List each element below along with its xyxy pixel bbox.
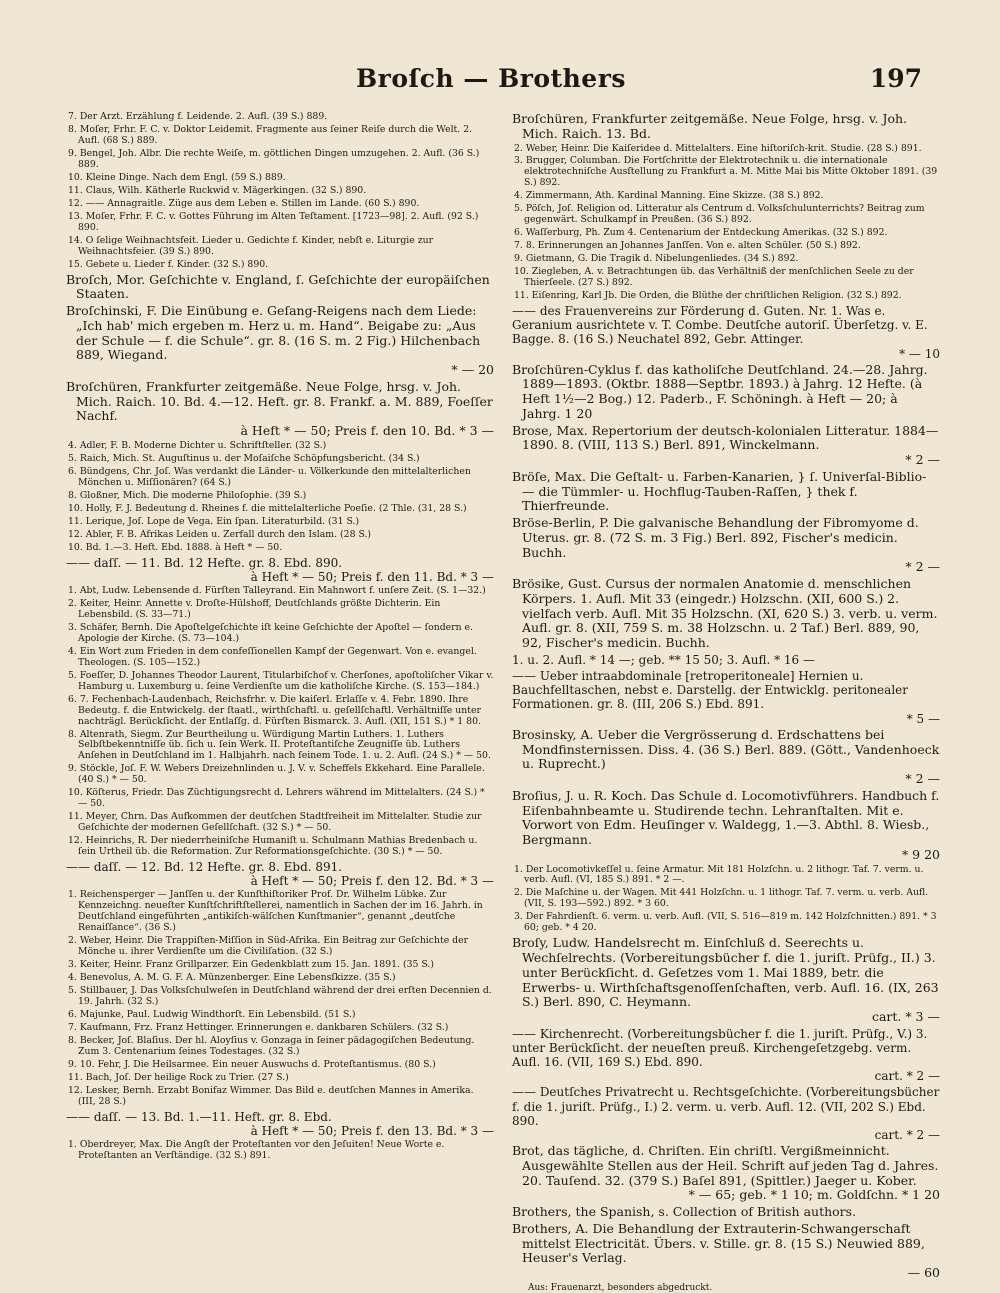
entry-text: 11. Eiſenring, Karl Jb. Die Orden, die Blüthe der chriſtlichen Religion. (32 S.) 892. bbox=[514, 290, 902, 302]
catalog-entry bbox=[512, 424, 940, 468]
catalog-entry bbox=[66, 1010, 494, 1021]
catalog-entry bbox=[512, 653, 940, 667]
entry-text: 2. Weber, Heinr. Die Trappiſten-Miſſion in Süd-Afrika. Ein Beitrag zur Geſchichte der Mönche u. ihrer Verdienſte um die Civiliſation. (32 S.) bbox=[68, 935, 469, 958]
entry-text: Brothers, A. Die Behandlung der Extrauterin-Schwangerschaft mittelst Electricität. Übers. v. Stille. gr. 8. (15 S.) Neuwied 889, Heuser's Verlag. bbox=[512, 1220, 925, 1266]
catalog-entry bbox=[512, 1222, 940, 1281]
catalog-entry bbox=[66, 236, 494, 258]
entry-text: Bröse-Berlin, P. Die galvanische Behandlung der Fibromyome d. Uterus. gr. 8. (72 S. m. 3 Fig.) Berl. 892, Fischer's medicin. Buchh. bbox=[512, 515, 919, 560]
entry-text: 9. Stöckle, Joſ. F. W. Webers Dreizehnlinden u. J. V. v. Scheffels Ekkehard. Eine Parallele. (40 S.) * — 50. bbox=[68, 763, 485, 786]
entry-price: * — 65; geb. * 1 10; m. Goldſchn. * 1 20 bbox=[688, 1187, 940, 1203]
catalog-entry bbox=[66, 890, 494, 934]
entry-text: Broſius, J. u. R. Koch. Das Schule d. Locomotivführers. Handbuch f. Eiſenbahnbeamte u. Studirende techn. Lehranſtalten. Mit e. Vorwort von Edm. Heuſinger v. Waldegg, 1.—3. Abthl. 8. Wiesb., Bergmann. bbox=[512, 787, 940, 847]
entry-text: 15. Gebete u. Lieder f. Kinder. (32 S.) 890. bbox=[68, 258, 269, 270]
catalog-entry bbox=[512, 865, 940, 887]
catalog-entry bbox=[66, 212, 494, 234]
entry-text: 2. Keiter, Heinr. Annette v. Droſte-Hülshoff, Deutſchlands größte Dichterin. Ein Lebensbild. (S. 33—71.) bbox=[68, 597, 441, 620]
entry-text: —— Kirchenrecht. (Vorbereitungsbücher f. die 1. juriſt. Prüfg., V.) 3. unter Berückſicht. der neueſten preuß. Kirchengeſetzgebg. verm. Aufl. 16. (VII, 169 S.) Ebd. 890. bbox=[512, 1026, 928, 1070]
entry-text: —— Deutſches Privatrecht u. Rechtsgeſchichte. (Vorbereitungsbücher f. die 1. juriſt. Prüfg., I.) 2. verm. u. verb. Aufl. 12. (VII, 202 S.) Ebd. 890. bbox=[512, 1085, 940, 1128]
catalog-entry bbox=[512, 291, 940, 302]
entry-price: — 60 bbox=[907, 1265, 940, 1281]
entry-price: * 2 — bbox=[905, 452, 940, 468]
entry-text: 10. Köſterus, Friedr. Das Züchtigungsrecht d. Lehrers während im Mittelalters. (24 S.) * — 50. bbox=[68, 787, 485, 810]
catalog-entry bbox=[66, 173, 494, 184]
catalog-entry bbox=[66, 454, 494, 465]
entry-text: 11. Claus, Wilh. Kätherle Ruckwid v. Mägerkingen. (32 S.) 890. bbox=[68, 184, 367, 196]
entry-text: 7. Der Arzt. Erzählung f. Leidende. 2. Aufl. (39 S.) 889. bbox=[68, 111, 328, 122]
catalog-entry bbox=[512, 228, 940, 239]
entry-text: Brot, das tägliche, d. Chriſten. Ein chriſtl. Vergißmeinnicht. Ausgewählte Stellen aus der Heil. Schrift auf jeden Tag d. Jahres. 20. Tauſend. 32. (379 S.) Baſel 891, (Spittler.) Jaeger u. Kober. bbox=[512, 1143, 939, 1188]
catalog-entry bbox=[66, 1036, 494, 1058]
entry-text: 6. Bündgens, Chr. Joſ. Was verdankt die Länder- u. Völkerkunde den mittelalterlichen Mönchen u. Miſſionären? (64 S.) bbox=[68, 465, 471, 488]
catalog-entry bbox=[66, 671, 494, 693]
entry-text: 1. Der Locomotivkeſſel u. ſeine Armatur. Mit 181 Holzſchn. u. 2 lithogr. Taf. 7. verm. u. verb. Aufl. (VI, 185 S.) 891. * 2 —. bbox=[514, 863, 924, 886]
entry-text: Broſchüren-Cyklus f. das katholiſche Deutſchland. 24.—28. Jahrg. 1889—1893. (Oktbr. 1888—Septbr. 1893.) à Jahrg. 12 Hefte. (à Heft 1½—2 Bog.) 12. Paderb., F. Schöningh. à Heft — 20; à Jahrg. 1 20 bbox=[512, 361, 928, 421]
entry-price: cart. * 2 — bbox=[874, 1069, 940, 1084]
entry-text: Broſchinski, F. Die Einübung e. Geſang-Reigens nach dem Liede: „Ich hab' mich ergeben m. Herz u. m. Hand“. Beigabe zu: „Aus der Schule — f. die Schule“. gr. 8. (16 S. m. 2 Fig.) Hilchenbach 889, Wiegand. bbox=[66, 303, 481, 363]
catalog-entry bbox=[66, 543, 494, 554]
catalog-entry bbox=[512, 1283, 940, 1293]
catalog-entry bbox=[512, 156, 940, 189]
catalog-entry bbox=[512, 669, 940, 726]
catalog-entry bbox=[66, 504, 494, 515]
entry-text: 6. Waſſerburg, Ph. Zum 4. Centenarium der Entdeckung Amerikas. (32 S.) 892. bbox=[514, 227, 888, 239]
entry-text: 6. Majunke, Paul. Ludwig Windthorſt. Ein Lebensbild. (51 S.) bbox=[68, 1009, 356, 1021]
catalog-entry bbox=[66, 1073, 494, 1084]
catalog-entry bbox=[512, 936, 940, 1025]
entry-text: 12. Lesker, Bernh. Erzabt Bonifaz Wimmer. Das Bild e. deutſchen Mannes in Amerika. (III, 28 S.) bbox=[68, 1084, 474, 1107]
catalog-entry bbox=[66, 936, 494, 958]
entry-price: * — 20 bbox=[451, 362, 494, 378]
entry-text: 14. O ſelige Weihnachtsfeit. Lieder u. Gedichte f. Kinder, nebſt e. Liturgie zur Weihnachtsfeier. (39 S.) 890. bbox=[68, 234, 434, 257]
entry-text: —— Ueber intraabdominale [retroperitoneale] Hernien u. Bauchfelltaschen, nebst e. Darstellg. der Entwicklg. peritonealer Formationen. gr. 8. (III, 206 S.) Ebd. 891. bbox=[512, 669, 908, 712]
catalog-entry bbox=[66, 599, 494, 621]
entry-price: * 5 — bbox=[906, 711, 940, 726]
entry-text: 8. Gloßner, Mich. Die moderne Philoſophie. (39 S.) bbox=[68, 489, 307, 501]
catalog-entry bbox=[512, 1205, 940, 1220]
entry-text: 3. Keiter, Heinr. Franz Grillparzer. Ein Gedenkblatt zum 15. Jan. 1891. (35 S.) bbox=[68, 959, 434, 971]
entry-text: 12. Abler, F. B. Afrikas Leiden u. Zerfall durch den Islam. (28 S.) bbox=[68, 528, 372, 540]
entry-price: à Heft * — 50; Preis f. den 12. Bd. * 3 — bbox=[250, 874, 494, 889]
catalog-entry bbox=[66, 860, 494, 888]
catalog-entry bbox=[66, 273, 494, 303]
entry-text: Broſy, Ludw. Handelsrecht m. Einſchluß d. Seerechts u. Wechſelrechts. (Vorbereitungsbücher f. die 1. juriſt. Prüfg., II.) 3. unter Berückſicht. d. Geſetzes vom 1. Mai 1889, betr. die Erwerbs- u. Wirthſchaftsgenoſſenſchaften, verb. Aufl. 16. (IX, 263 S.) Berl. 890, C. Heymann. bbox=[512, 935, 939, 1010]
catalog-entry bbox=[512, 789, 940, 863]
entry-text: Broſchüren, Frankfurter zeitgemäße. Neue Folge, hrsg. v. Joh. Mich. Raich. 13. Bd. bbox=[512, 111, 908, 141]
entry-text: 1. Oberdreyer, Max. Die Angſt der Proteſtanten vor den Jeſuiten! Neue Worte e. Proteſtanten an Verſtändige. (32 S.) 891. bbox=[68, 1139, 445, 1162]
entry-price: * 2 — bbox=[905, 559, 940, 575]
entry-text: 2. Weber, Heinr. Die Kaiſeridee d. Mittelalters. Eine hiſtoriſch-krit. Studie. (28 S.) 891. bbox=[514, 142, 922, 154]
catalog-entry bbox=[512, 304, 940, 361]
entry-text: Brothers, the Spanish, s. Collection of British authors. bbox=[512, 1204, 857, 1220]
entry-text: 3. Der Fahrdienſt. 6. verm. u. verb. Aufl. (VII, S. 516—819 m. 142 Holzſchnitten.) 891. * 3 60; geb. * 4 20. bbox=[514, 911, 937, 934]
entry-text: 5. Foeſſer, D. Johannes Theodor Laurent, Titularbiſchof v. Cherſones, apoſtoliſcher Vikar v. Hamburg u. Luxemburg u. ſeine Verdienſte um die katholiſche Kirche. (S. 153—184.) bbox=[68, 669, 494, 692]
entry-price: cart. * 3 — bbox=[871, 1009, 940, 1025]
entry-text: 9. Gietmann, G. Die Tragik d. Nibelungenliedes. (34 S.) 892. bbox=[514, 253, 799, 265]
entry-price: * 2 — bbox=[905, 771, 940, 786]
catalog-entry bbox=[512, 254, 940, 265]
catalog-entry bbox=[66, 186, 494, 197]
catalog-entry bbox=[512, 363, 940, 422]
entry-text: Bröſe, Max. Die Geſtalt- u. Farben-Kanarien, } ſ. Univerſal-Biblio- — die Tümmler- u. Hochflug-Tauben-Raſſen, } thek f. Thierfreunde. bbox=[512, 468, 927, 514]
catalog-entry bbox=[66, 1140, 494, 1162]
entry-text: 8. Moſer, Frhr. F. C. v. Doktor Leidemit. Fragmente aus ſeiner Reiſe durch die Welt. 2. Aufl. (68 S.) 889. bbox=[68, 123, 473, 146]
entry-text: 9. 10. Fehr, J. Die Heilsarmee. Ein neuer Auswuchs d. Proteſtantismus. (80 S.) bbox=[68, 1059, 436, 1071]
catalog-entry bbox=[66, 199, 494, 210]
entry-text: 4. Zimmermann, Ath. Kardinal Manning. Eine Skizze. (38 S.) 892. bbox=[514, 190, 824, 202]
catalog-entry bbox=[66, 695, 494, 728]
catalog-entry bbox=[512, 912, 940, 934]
catalog-entry bbox=[66, 764, 494, 786]
catalog-entry bbox=[512, 1027, 940, 1084]
catalog-entry bbox=[512, 577, 940, 651]
entry-text: 3. Schäfer, Bernh. Die Apoſtelgeſchichte iſt keine Geſchichte der Apoſtel — ſondern e. Apologie der Kirche. (S. 73—104.) bbox=[68, 621, 473, 644]
entry-text: 10. Ziegleben, A. v. Betrachtungen üb. das Verhältniß der menſchlichen Seele zu der Thierſeele. (27 S.) 892. bbox=[514, 266, 914, 289]
entry-price: à Heft * — 50; Preis f. den 13. Bd. * 3 — bbox=[250, 1124, 494, 1139]
entry-text: 5. Pöſch, Joſ. Religion od. Litteratur als Centrum d. Volksſchulunterrichts? Beitrag zum gegenwärt. Schulkampf in Preußen. (36 S.) 892. bbox=[514, 203, 925, 226]
entry-text: Broſchüren, Frankfurter zeitgemäße. Neue Folge, hrsg. v. Joh. Mich. Raich. 10. Bd. 4.—12. Heft. gr. 8. Frankf. a. M. 889, Foeſſer Nachf. bbox=[66, 378, 493, 424]
entry-text: 1. Reichensperger — Janſſen u. der Kunſthiſtoriker Prof. Dr. Wilhelm Lübke. Zur Kennzeichng. neueſter Kunſtſchriftſtellerei, namentlich in Sachen der im 16. Jahrh. in Deutſchland eingeführten „antikiſch-wälſchen Kunſtmanier“, genannt „deutſche Renaiſſance“. (36 S.) bbox=[68, 889, 483, 934]
catalog-entry bbox=[66, 960, 494, 971]
catalog-entry bbox=[66, 730, 494, 763]
catalog-entry bbox=[66, 836, 494, 858]
entry-text: 11. Bach, Joſ. Der heilige Rock zu Trier. (27 S.) bbox=[68, 1072, 289, 1083]
entry-price: * 9 20 bbox=[901, 846, 940, 862]
entry-text: —— daſſ. — 12. Bd. 12 Hefte. gr. 8. Ebd. 891. bbox=[66, 860, 343, 875]
entry-text: 9. Bengel, Joh. Albr. Die rechte Weiſe, m. göttlichen Dingen umzugehen. 2. Aufl. (36 S.) 889. bbox=[68, 147, 480, 170]
catalog-entry bbox=[66, 1060, 494, 1071]
catalog-entry bbox=[66, 491, 494, 502]
catalog-entry bbox=[66, 125, 494, 147]
catalog-entry bbox=[512, 241, 940, 252]
right-column bbox=[512, 111, 940, 1293]
entry-text: 13. Moſer, Frhr. F. C. v. Gottes Führung im Alten Teſtament. [1723—98]. 2. Aufl. (92 S.) 890. bbox=[68, 210, 479, 233]
page-header bbox=[60, 64, 922, 100]
entry-price: à Heft * — 50; Preis f. den 11. Bd. * 3 — bbox=[250, 569, 494, 584]
entry-text: 3. Brugger, Columban. Die Fortſchritte der Elektrotechnik u. die internationale elektrotechniſche Ausſtellung zu Frankfurt a. M. Mitte Mai bis Mitte Oktober 1891. (39 S.) 892. bbox=[514, 155, 938, 189]
entry-text: 5. Stillbauer, J. Das Volksſchulweſen in Deutſchland während der drei erſten Decennien d. 19. Jahrh. (32 S.) bbox=[68, 985, 492, 1008]
entry-text: 11. Lerique, Joſ. Lope de Vega. Ein ſpan. Literaturbild. (31 S.) bbox=[68, 515, 360, 527]
catalog-entry bbox=[66, 380, 494, 439]
entry-price: * — 10 bbox=[899, 346, 940, 361]
entry-text: 4. Benevolus, A. M. G. F. A. Münzenberger. Eine Lebensſkizze. (35 S.) bbox=[68, 972, 396, 984]
entry-text: 5. Raich, Mich. St. Auguſtinus u. der Moſaiſche Schöpfungsbericht. (34 S.) bbox=[68, 452, 420, 464]
entry-text: Broſch, Mor. Geſchichte v. England, ſ. Geſchichte der europäiſchen Staaten. bbox=[66, 271, 490, 302]
entry-price: à Heft * — 50; Preis f. den 10. Bd. * 3 — bbox=[240, 423, 494, 439]
catalog-entry bbox=[512, 144, 940, 155]
catalog-entry bbox=[66, 530, 494, 541]
running-title: Broſch — Brothers bbox=[356, 64, 626, 93]
entry-text: —— daſſ. — 13. Bd. 1.—11. Heft. gr. 8. Ebd. bbox=[66, 1109, 332, 1124]
catalog-entry bbox=[66, 441, 494, 452]
catalog-entry bbox=[66, 647, 494, 669]
entry-text: Brösike, Gust. Cursus der normalen Anatomie d. menschlichen Körpers. 1. Aufl. Mit 33 (eingedr.) Holzschn. (XII, 600 S.) 2. vielfach verb. Aufl. Mit 35 Holzschn. (XI, 620 S.) 3. verb. u. verm. Aufl. gr. 8. (XII, 759 S. m. 38 Holzschn. u. 2 Taf.) Berl. 889, 90, 92, Fischer's medicin. Buchh. bbox=[512, 576, 938, 651]
entry-text: 12. —— Annagraitle. Züge aus dem Leben e. Stillen im Lande. (60 S.) 890. bbox=[68, 197, 420, 209]
page-number: 197 bbox=[869, 64, 922, 93]
catalog-entry bbox=[66, 586, 494, 597]
catalog-entry bbox=[66, 986, 494, 1008]
entry-text: 7. Kaufmann, Frz. Franz Hettinger. Erinnerungen e. dankbaren Schülers. (32 S.) bbox=[68, 1022, 449, 1034]
entry-text: —— des Frauenvereins zur Förderung d. Guten. Nr. 1. Was e. Geranium ausrichtete v. T. Combe. Deutſche autoriſ. Überſetzg. v. E. Bagge. 8. (16 S.) Neuchatel 892, Gebr. Attinger. bbox=[512, 304, 928, 347]
entry-text: 6. 7. Fechenbach-Laudenbach, Reichsfrhr. v. Die kaiſerl. Erlaſſe v. 4. Febr. 1890. Ihre Bedeutg. f. die Entwickelg. der ſtaatl., wirthſchaftl. u. geſellſchaftl. Verhältniſſe unter nachträgl. Berückſicht. der Entlaſſg. d. Fürſten Bismarck. 3. Aufl. (XII, 151 S.) * 1 80. bbox=[68, 693, 481, 727]
catalog-entry bbox=[66, 812, 494, 834]
catalog-entry bbox=[66, 304, 494, 378]
catalog-entry bbox=[66, 467, 494, 489]
catalog-entry bbox=[66, 260, 494, 271]
catalog-entry bbox=[512, 728, 940, 787]
entry-text: —— daſſ. — 11. Bd. 12 Hefte. gr. 8. Ebd. 890. bbox=[66, 555, 343, 570]
catalog-entry bbox=[66, 1110, 494, 1138]
catalog-entry bbox=[66, 623, 494, 645]
entry-text: 4. Adler, F. B. Moderne Dichter u. Schriftſteller. (32 S.) bbox=[68, 439, 327, 451]
entry-text: 10. Holly, F. J. Bedeutung d. Rheines f. die mittelalterliche Poeſie. (2 Thle. (31, 28 S.) bbox=[68, 502, 467, 514]
entry-text: 10. Kleine Dinge. Nach dem Engl. (59 S.) 889. bbox=[68, 171, 286, 183]
catalog-entry bbox=[66, 112, 494, 123]
catalog-entry bbox=[66, 788, 494, 810]
entry-text: 2. Die Maſchine u. der Wagen. Mit 441 Holzſchn. u. 1 lithogr. Taf. 7. verm. u. verb. Aufl. (VII, S. 193—592.) 892. * 3 60. bbox=[514, 887, 929, 910]
entry-price: cart. * 2 — bbox=[874, 1127, 940, 1142]
entry-text: 1. Abt, Ludw. Lebensende d. Fürſten Talleyrand. Ein Mahnwort f. unſere Zeit. (S. 1—32.) bbox=[68, 584, 486, 596]
catalog-entry bbox=[66, 517, 494, 528]
catalog-entry bbox=[66, 973, 494, 984]
entry-text: 1. u. 2. Aufl. * 14 —; geb. ** 15 50; 3. Aufl. * 16 — bbox=[512, 652, 815, 667]
catalog-entry bbox=[512, 204, 940, 226]
catalog-entry bbox=[66, 1086, 494, 1108]
catalog-entry bbox=[66, 149, 494, 171]
entry-text: Brose, Max. Repertorium der deutsch-kolonialen Litteratur. 1884—1890. 8. (VIII, 113 S.) Berl. 891, Winckelmann. bbox=[512, 422, 939, 453]
catalog-entry bbox=[512, 267, 940, 289]
catalog-entry bbox=[512, 888, 940, 910]
entry-text: 4. Ein Wort zum Frieden in dem confeſſionellen Kampf der Gegenwart. Von e. evangel. Theologen. (S. 105—152.) bbox=[68, 645, 477, 668]
entry-text: Aus: Frauenarzt, besonders abgedruckt. bbox=[528, 1282, 713, 1293]
catalog-entry bbox=[512, 516, 940, 575]
entry-text: 12. Heinrichs, R. Der niederrheiniſche Humaniſt u. Schulmann Mathias Bredenbach u. ſein Urtheil üb. die Reformation. Zur Reformationsgeſchichte. (30 S.) * — 50. bbox=[68, 835, 478, 858]
catalog-entry bbox=[66, 1023, 494, 1034]
entry-text: 8. Becker, Joſ. Blaſius. Der hl. Aloyſius v. Gonzaga in ſeiner pädagogiſchen Bedeutung. Zum 3. Centenarium ſeines Todestages. (32 S.) bbox=[68, 1035, 475, 1058]
catalog-entry bbox=[66, 556, 494, 584]
entry-text: Brosinsky, A. Ueber die Vergrösserung d. Erdschattens bei Mondfinsternissen. Diss. 4. (36 S.) Berl. 889. (Gött., Vandenhoeck u. Ruprecht.) bbox=[512, 726, 940, 772]
entry-text: 8. Altenrath, Siegm. Zur Beurtheilung u. Würdigung Martin Luthers. 1. Luthers Selbſtbekenntniſſe üb. ſich u. ſein Werk. II. Proteſtantiſche Zeugniſſe üb. Luthers Anſehen in Deutſchland im 1. Halbjahrh. nach ſeinem Tode. 1. u. 2. Aufl. (24 S.) * — 50. bbox=[68, 728, 491, 762]
entry-text: 10. Bd. 1.—3. Heft. Ebd. 1888. à Heft * — 50. bbox=[68, 541, 283, 553]
entry-text: 11. Meyer, Chrn. Das Aufkommen der deutſchen Stadtfreiheit im Mittelalter. Studie zur Geſchichte der modernen Geſellſchaft. (32 S.) * — 50. bbox=[68, 811, 482, 834]
catalog-entry bbox=[512, 191, 940, 202]
left-column bbox=[66, 112, 494, 1172]
entry-text: 7. 8. Erinnerungen an Johannes Janſſen. Von e. alten Schüler. (50 S.) 892. bbox=[514, 240, 861, 252]
catalog-entry bbox=[512, 470, 940, 514]
text-columns bbox=[66, 111, 940, 1293]
catalog-entry bbox=[512, 1085, 940, 1142]
catalog-entry bbox=[512, 1144, 940, 1203]
catalog-entry bbox=[512, 112, 940, 142]
